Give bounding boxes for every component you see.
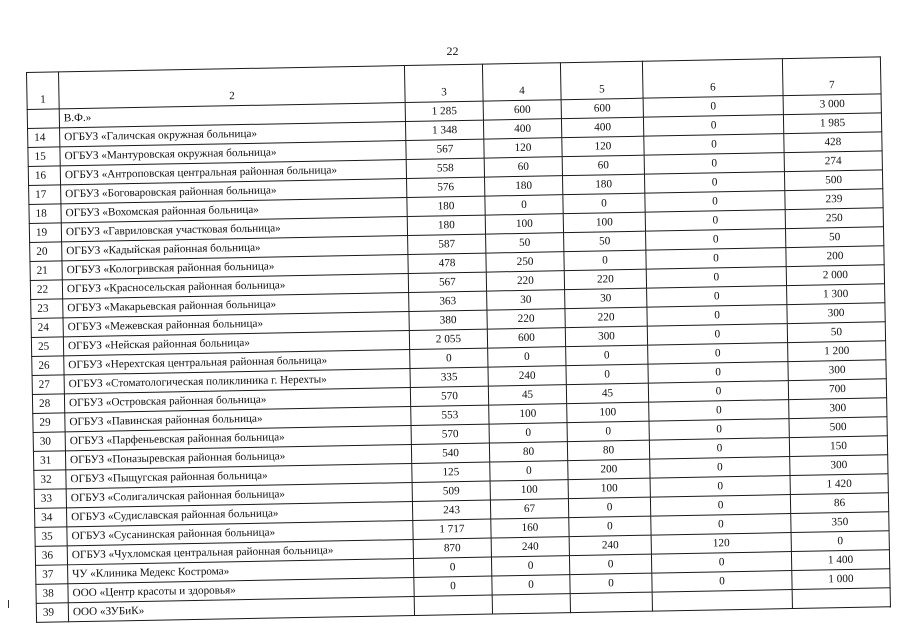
row-number: 38 — [36, 584, 68, 604]
row-number: 28 — [32, 394, 64, 414]
value-col-6: 0 — [652, 571, 792, 593]
value-col-6: 0 — [647, 305, 787, 327]
organization-name: ОГБУЗ «Судиславская районная больница» — [66, 501, 412, 526]
row-number: 32 — [34, 470, 66, 490]
row-number: 27 — [32, 375, 64, 395]
value-col-7: 300 — [789, 398, 887, 419]
value-col-6: 0 — [648, 362, 788, 384]
value-col-7: 239 — [785, 189, 883, 210]
value-col-3: 1 717 — [413, 519, 491, 539]
value-col-7: 700 — [788, 379, 886, 400]
value-col-4: 0 — [492, 575, 570, 595]
organization-name: ОГБУЗ «Поназыревская районная больница» — [65, 445, 411, 470]
value-col-4: 220 — [486, 271, 564, 291]
column-header-1: 1 — [27, 72, 60, 110]
value-col-7: 1 000 — [792, 569, 890, 590]
value-col-6: 0 — [649, 419, 789, 441]
value-col-5: 220 — [564, 269, 646, 289]
value-col-5: 50 — [564, 231, 646, 251]
value-col-4: 100 — [485, 214, 563, 234]
row-number: 14 — [28, 128, 60, 148]
organization-name: ОГБУЗ «Чухломская центральная районная больница» — [67, 539, 413, 564]
value-col-5: 220 — [565, 307, 647, 327]
scan-edge-mark — [8, 600, 13, 608]
value-col-6: 0 — [650, 457, 790, 479]
value-col-3: 380 — [409, 310, 487, 330]
organization-name: ОГБУЗ «Кологривская районная больница» — [62, 255, 408, 280]
value-col-5: 100 — [563, 212, 645, 232]
value-col-3: 180 — [407, 196, 485, 216]
value-col-6: 0 — [648, 343, 788, 365]
value-col-4: 600 — [487, 328, 565, 348]
value-col-5: 80 — [567, 440, 649, 460]
organization-name: ОГБУЗ «Гавриловская участковая больница» — [61, 217, 407, 242]
value-col-5: 0 — [569, 554, 651, 574]
value-col-3: 125 — [412, 462, 490, 482]
value-col-7: 50 — [787, 322, 885, 343]
organization-name: ОГБУЗ «Островская районная больница» — [64, 388, 410, 413]
value-col-7: 300 — [788, 360, 886, 381]
value-col-5: 400 — [561, 117, 643, 137]
organization-name: ООО «ЗУБиК» — [68, 596, 414, 621]
row-number: 36 — [35, 546, 67, 566]
value-col-4: 160 — [491, 518, 569, 538]
row-number: 24 — [31, 318, 63, 338]
organization-name: ООО «Центр красоты и здоровья» — [68, 577, 414, 602]
organization-name: ОГБУЗ «Стоматологическая поликлиника г. Нерехты» — [64, 369, 410, 394]
row-number: 31 — [33, 451, 65, 471]
value-col-6: 0 — [649, 400, 789, 422]
column-header-4: 4 — [482, 63, 561, 101]
value-col-6: 0 — [646, 229, 786, 251]
value-col-5: 180 — [562, 174, 644, 194]
value-col-3: 587 — [408, 234, 486, 254]
value-col-4: 80 — [489, 442, 567, 462]
organization-name: ОГБУЗ «Мантуровская окружная больница» — [60, 141, 406, 166]
value-col-3: 553 — [411, 405, 489, 425]
value-col-5: 0 — [570, 573, 652, 593]
row-number: 19 — [29, 223, 61, 243]
organization-name: ОГБУЗ «Вохомская районная больница» — [61, 198, 407, 223]
value-col-7: 3 000 — [783, 94, 881, 115]
row-number: 34 — [34, 508, 66, 528]
value-col-3: 570 — [411, 424, 489, 444]
value-col-3: 0 — [410, 348, 488, 368]
value-col-4: 400 — [483, 119, 561, 139]
value-col-5: 0 — [566, 345, 648, 365]
value-col-6: 0 — [648, 381, 788, 403]
value-col-4: 50 — [486, 233, 564, 253]
value-col-7: 500 — [784, 170, 882, 191]
value-col-7: 350 — [791, 512, 889, 533]
row-number: 30 — [33, 432, 65, 452]
row-number: 39 — [36, 603, 68, 623]
column-header-7: 7 — [782, 57, 881, 96]
value-col-3: 0 — [413, 557, 491, 577]
value-col-5 — [570, 592, 652, 612]
value-col-4: 0 — [485, 195, 563, 215]
value-col-3: 180 — [407, 215, 485, 235]
value-col-7 — [792, 588, 890, 609]
value-col-4: 100 — [489, 404, 567, 424]
value-col-5: 0 — [563, 193, 645, 213]
organization-name: ОГБУЗ «Красносельская районная больница» — [62, 274, 408, 299]
value-col-4: 100 — [490, 480, 568, 500]
value-col-3: 1 348 — [405, 120, 483, 140]
value-col-6: 0 — [644, 172, 784, 194]
value-col-3: 567 — [408, 272, 486, 292]
value-col-6: 0 — [651, 552, 791, 574]
value-col-7: 428 — [784, 132, 882, 153]
organization-name: ОГБУЗ «Парфеньевская районная больница» — [65, 426, 411, 451]
row-number: 15 — [28, 147, 60, 167]
value-col-7: 1 400 — [791, 550, 889, 571]
value-col-5: 100 — [568, 478, 650, 498]
value-col-3: 1 285 — [405, 101, 483, 121]
value-col-3: 509 — [412, 481, 490, 501]
document-sheet — [26, 56, 891, 623]
value-col-5: 600 — [561, 98, 643, 118]
page-number: 22 — [446, 44, 459, 58]
value-col-4: 240 — [491, 537, 569, 557]
value-col-3: 335 — [410, 367, 488, 387]
value-col-5: 100 — [567, 402, 649, 422]
value-col-4: 0 — [488, 347, 566, 367]
value-col-6 — [652, 590, 792, 612]
value-col-3: 540 — [411, 443, 489, 463]
value-col-5: 0 — [567, 421, 649, 441]
value-col-4: 60 — [484, 157, 562, 177]
value-col-7: 150 — [789, 436, 887, 457]
value-col-5: 0 — [569, 516, 651, 536]
row-number: 17 — [29, 185, 61, 205]
organization-name: ОГБУЗ «Пыщугская районная больница» — [66, 463, 412, 488]
value-col-6: 0 — [651, 514, 791, 536]
value-col-4: 180 — [485, 176, 563, 196]
row-number: 29 — [33, 413, 65, 433]
value-col-5: 45 — [566, 383, 648, 403]
value-col-7: 0 — [791, 531, 889, 552]
value-col-5: 0 — [566, 364, 648, 384]
organization-name: ОГБУЗ «Антроповская центральная районная больница» — [60, 160, 406, 185]
column-header-5: 5 — [560, 61, 643, 99]
organization-name: ОГБУЗ «Нейская районная больница» — [63, 331, 409, 356]
value-col-4: 250 — [486, 252, 564, 272]
value-col-7: 2 000 — [786, 265, 884, 286]
value-col-6: 0 — [645, 191, 785, 213]
value-col-7: 86 — [790, 493, 888, 514]
organization-name: ЧУ «Клиника Медекс Кострома» — [68, 558, 414, 583]
value-col-6: 0 — [646, 267, 786, 289]
value-col-6: 0 — [646, 248, 786, 270]
value-col-7: 200 — [786, 246, 884, 267]
value-col-4: 45 — [488, 385, 566, 405]
value-col-7: 1 200 — [788, 341, 886, 362]
organization-name: ОГБУЗ «Макарьевская районная больница» — [63, 293, 409, 318]
value-col-4: 30 — [487, 290, 565, 310]
value-col-7: 274 — [784, 151, 882, 172]
value-col-5: 0 — [564, 250, 646, 270]
value-col-6: 0 — [644, 153, 784, 175]
row-number: 35 — [35, 527, 67, 547]
row-number: 22 — [30, 280, 62, 300]
row-number: 21 — [30, 261, 62, 281]
value-col-6: 0 — [643, 115, 783, 137]
value-col-6: 0 — [643, 96, 783, 118]
row-number: 23 — [31, 299, 63, 319]
value-col-4: 0 — [491, 556, 569, 576]
value-col-3: 576 — [407, 177, 485, 197]
organization-name: ОГБУЗ «Сусанинская районная больница» — [67, 520, 413, 545]
value-col-4: 0 — [490, 461, 568, 481]
value-col-5: 120 — [562, 136, 644, 156]
row-number: 26 — [32, 356, 64, 376]
value-col-7: 300 — [790, 455, 888, 476]
organization-name: ОГБУЗ «Павинская районная больница» — [65, 407, 411, 432]
data-table — [26, 56, 891, 623]
value-col-6: 0 — [644, 134, 784, 156]
value-col-7: 1 985 — [783, 113, 881, 134]
value-col-7: 1 420 — [790, 474, 888, 495]
row-number: 37 — [36, 565, 68, 585]
value-col-4: 120 — [484, 138, 562, 158]
row-number: 18 — [29, 204, 61, 224]
value-col-3: 567 — [406, 139, 484, 159]
value-col-7: 250 — [785, 208, 883, 229]
value-col-5: 300 — [565, 326, 647, 346]
value-col-3: 0 — [414, 576, 492, 596]
value-col-3: 478 — [408, 253, 486, 273]
value-col-3: 870 — [413, 538, 491, 558]
value-col-7: 300 — [787, 303, 885, 324]
row-number: 33 — [34, 489, 66, 509]
organization-name: ОГБУЗ «Галичская окружная больница» — [60, 122, 406, 147]
value-col-4: 600 — [483, 100, 561, 120]
value-col-6: 0 — [650, 495, 790, 517]
column-header-3: 3 — [404, 64, 483, 102]
column-header-6: 6 — [642, 59, 783, 99]
organization-name: ОГБУЗ «Солигаличская районная больница» — [66, 482, 412, 507]
value-col-4: 220 — [487, 309, 565, 329]
row-number — [27, 109, 59, 129]
value-col-5: 240 — [569, 535, 651, 555]
value-col-3: 243 — [412, 500, 490, 520]
value-col-5: 30 — [565, 288, 647, 308]
value-col-7: 1 300 — [787, 284, 885, 305]
value-col-6: 0 — [650, 476, 790, 498]
value-col-3: 2 055 — [409, 329, 487, 349]
value-col-6: 0 — [647, 324, 787, 346]
value-col-3: 558 — [406, 158, 484, 178]
table-body — [27, 94, 890, 623]
value-col-4: 0 — [489, 423, 567, 443]
organization-name: ОГБУЗ «Кадыйская районная больница» — [62, 236, 408, 261]
column-header-2: 2 — [59, 66, 406, 109]
organization-name: ОГБУЗ «Боговаровская районная больница» — [61, 179, 407, 204]
value-col-6: 0 — [645, 210, 785, 232]
organization-name: ОГБУЗ «Межевская районная больница» — [63, 312, 409, 337]
value-col-7: 500 — [789, 417, 887, 438]
value-col-6: 120 — [651, 533, 791, 555]
organization-name: В.Ф.» — [59, 103, 405, 128]
value-col-4: 67 — [490, 499, 568, 519]
value-col-6: 0 — [649, 438, 789, 460]
organization-name: ОГБУЗ «Нерехтская центральная районная больница» — [64, 350, 410, 375]
value-col-5: 200 — [568, 459, 650, 479]
value-col-5: 0 — [568, 497, 650, 517]
row-number: 16 — [28, 166, 60, 186]
value-col-3 — [414, 595, 492, 615]
row-number: 20 — [30, 242, 62, 262]
value-col-4 — [492, 594, 570, 614]
value-col-3: 570 — [410, 386, 488, 406]
row-number: 25 — [31, 337, 63, 357]
value-col-7: 50 — [785, 227, 883, 248]
value-col-3: 363 — [409, 291, 487, 311]
value-col-4: 240 — [488, 366, 566, 386]
value-col-5: 60 — [562, 155, 644, 175]
value-col-6: 0 — [647, 286, 787, 308]
